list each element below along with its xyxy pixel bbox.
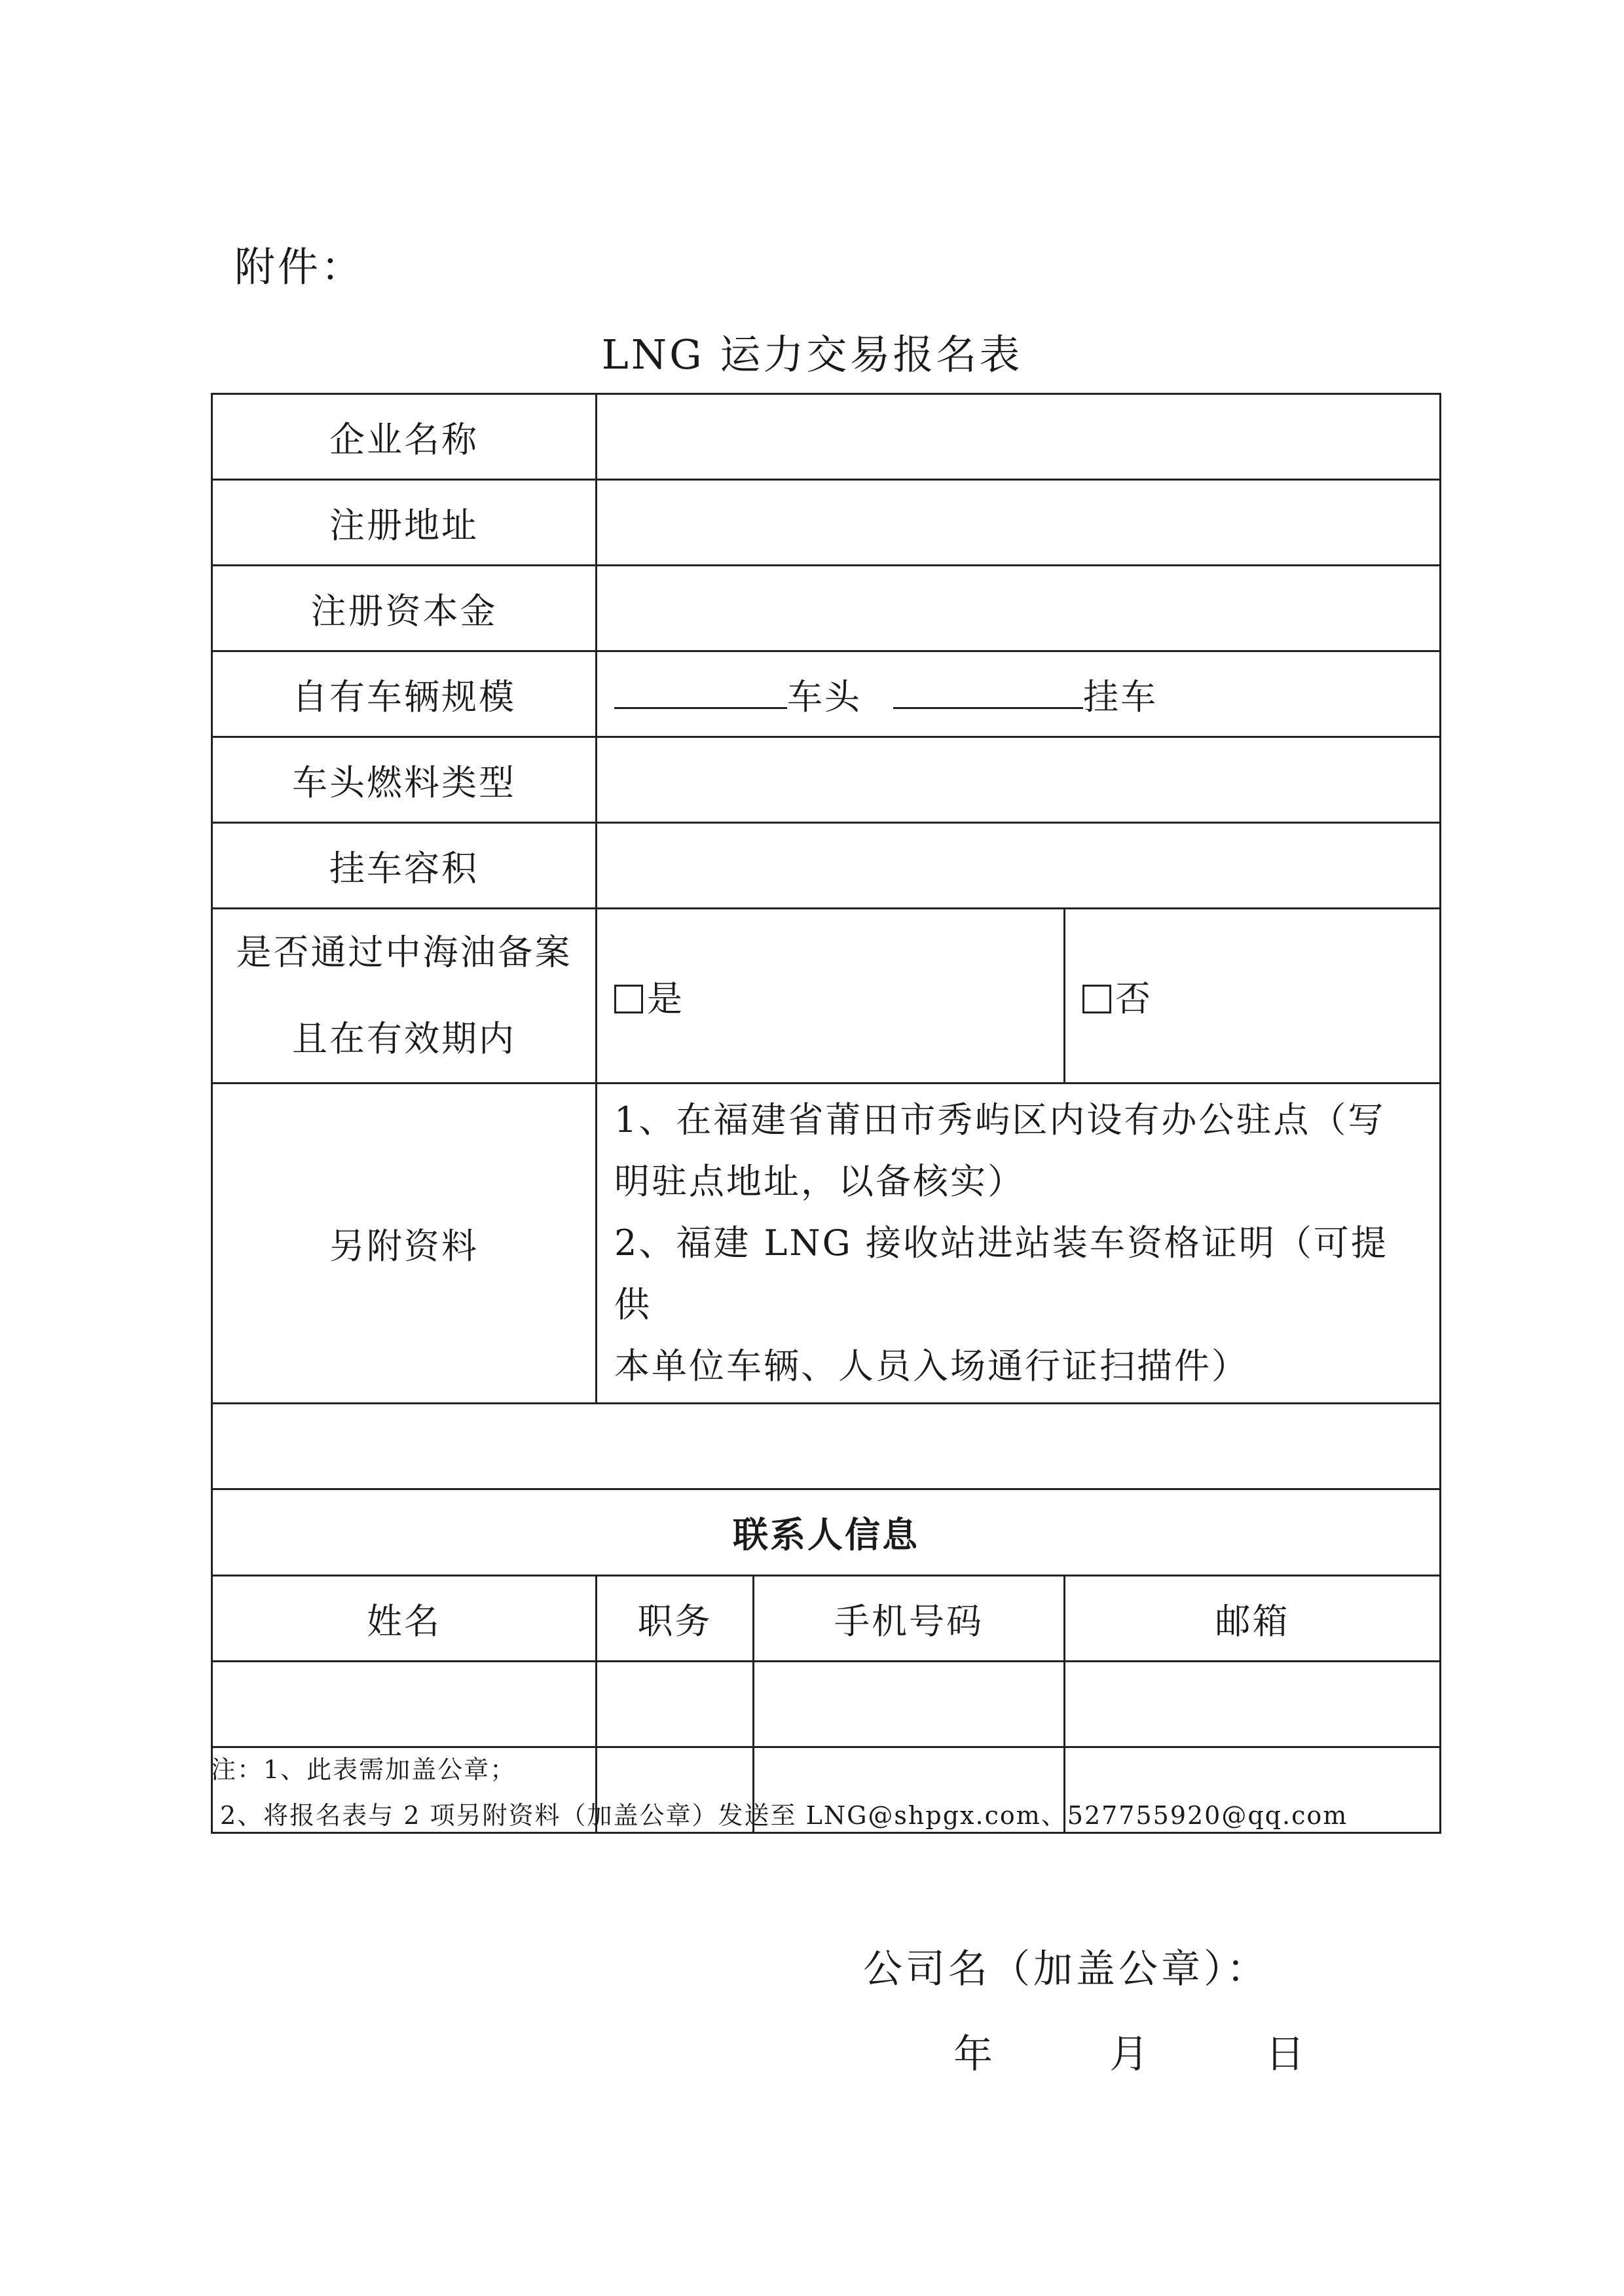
blank-tractor-count[interactable] (614, 681, 787, 709)
table-row (212, 1662, 1441, 1747)
notes (211, 1747, 1348, 1838)
label-fleet: 自有车辆规模 (212, 651, 597, 737)
docs-item2-line2: 本单位车辆、人员入场通行证扫描件） (614, 1345, 1249, 1387)
row-fuel-type (212, 737, 1441, 823)
label-filing-line2: 且在有效期内 (292, 1018, 516, 1059)
field-fleet (597, 651, 1441, 737)
cell-name[interactable] (212, 1662, 597, 1747)
docs-item2-line1: 2、福建 LNG 接收站进站装车资格证明（可提供 (614, 1222, 1388, 1325)
registration-form-table (211, 393, 1441, 1834)
cell-position[interactable] (597, 1662, 754, 1747)
row-fleet (212, 651, 1441, 737)
row-trailer-volume (212, 823, 1441, 909)
checkbox-yes[interactable] (614, 985, 643, 1013)
row-docs (212, 1084, 1441, 1404)
docs-item1-line2: 明驻点地址，以备核实） (614, 1161, 1025, 1202)
row-reg-address (212, 480, 1441, 566)
attachment-label: 附件： (234, 243, 365, 291)
row-blank (212, 1404, 1441, 1489)
label-filing-line1: 是否通过中海油备案 (236, 932, 572, 973)
note-line1: 注：1、此表需加盖公章； (211, 1755, 517, 1784)
col-position: 职务 (597, 1576, 754, 1662)
date-month: 月 (1109, 2032, 1149, 2077)
blank-trailer-count[interactable] (893, 681, 1083, 709)
docs-item1-line1: 1、在福建省莆田市秀屿区内设有办公驻点（写 (614, 1099, 1386, 1140)
label-trailer: 挂车 (1083, 676, 1158, 718)
label-reg-address: 注册地址 (212, 480, 597, 566)
label-tractor: 车头 (787, 676, 862, 718)
label-company-name: 企业名称 (212, 394, 597, 480)
label-trailer-volume: 挂车容积 (212, 823, 597, 909)
option-no[interactable] (1065, 909, 1441, 1084)
form-title: LNG 运力交易报名表 (601, 331, 1023, 378)
option-yes-label: 是 (647, 977, 684, 1019)
field-docs (597, 1084, 1441, 1404)
label-filing (212, 909, 597, 1084)
signature-date (953, 2023, 1304, 2079)
cell-email[interactable] (1065, 1662, 1441, 1747)
row-company-name (212, 394, 1441, 480)
company-signature-label: 公司名（加盖公章）： (863, 1946, 1269, 1992)
checkbox-no[interactable] (1082, 985, 1111, 1013)
note-line2: 2、将报名表与 2 项另附资料（加盖公章）发送至 LNG@shpgx.com、527755920@qq.com (220, 1801, 1348, 1830)
row-reg-capital (212, 566, 1441, 651)
col-email: 邮箱 (1065, 1576, 1441, 1662)
field-blank[interactable] (212, 1404, 1441, 1489)
date-day: 日 (1265, 2032, 1305, 2077)
label-reg-capital: 注册资本金 (212, 566, 597, 651)
option-yes[interactable] (597, 909, 1065, 1084)
label-docs: 另附资料 (212, 1084, 597, 1404)
row-filing (212, 909, 1441, 1084)
date-year: 年 (953, 2032, 993, 2077)
row-contact-heading (212, 1489, 1441, 1576)
field-fuel-type[interactable] (597, 737, 1441, 823)
field-reg-address[interactable] (597, 480, 1441, 566)
option-no-label: 否 (1115, 977, 1153, 1019)
col-name: 姓名 (212, 1576, 597, 1662)
field-trailer-volume[interactable] (597, 823, 1441, 909)
contact-heading: 联系人信息 (212, 1489, 1441, 1576)
col-phone: 手机号码 (754, 1576, 1065, 1662)
field-company-name[interactable] (597, 394, 1441, 480)
label-fuel-type: 车头燃料类型 (212, 737, 597, 823)
cell-phone[interactable] (754, 1662, 1065, 1747)
field-reg-capital[interactable] (597, 566, 1441, 651)
row-contact-columns (212, 1576, 1441, 1662)
